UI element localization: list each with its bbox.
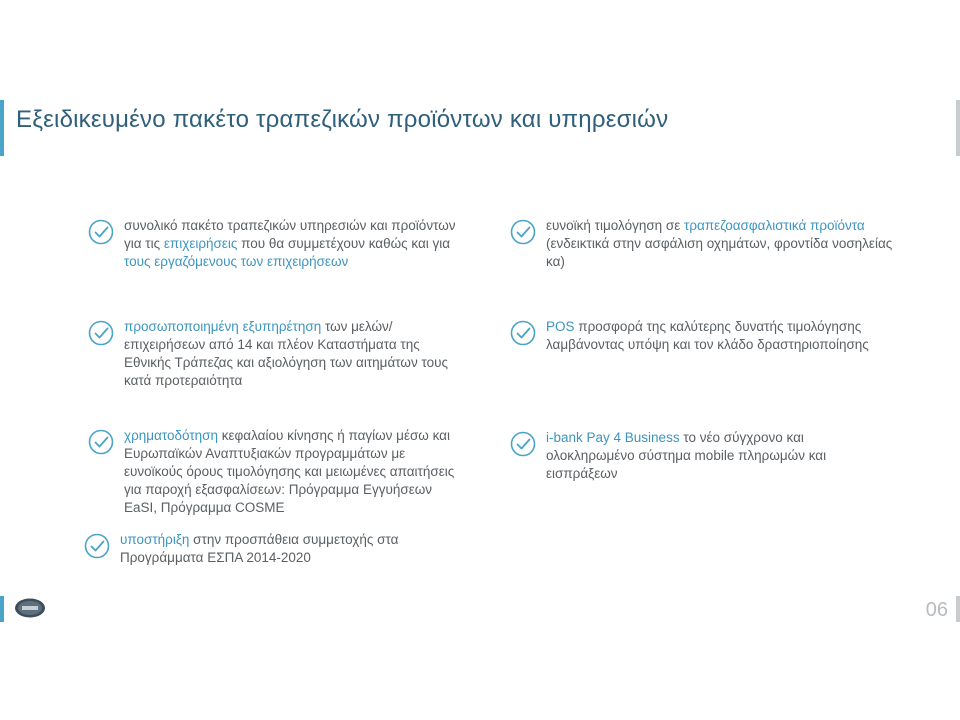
body-text: κεφαλαίου κίνησης ή παγίων μέσω και Ευρωπαϊκών Αναπτυξιακών προγραμμάτων με ευνοϊκούς όρους τιμολόγησης και μειωμένες απαιτήσεις για παροχή εξασφαλίσεων: Πρόγραμμα Εγγυήσεων EaSI, Πρόγραμμα COSME bbox=[124, 428, 455, 515]
highlight-text: τραπεζοασφαλιστικά προϊόντα bbox=[684, 218, 865, 233]
body-text: συνολικό πακέτο τραπεζικών υπηρεσιών και προϊόντων για τις bbox=[124, 218, 456, 251]
body-text: των μελών/ επιχειρήσεων από 14 και πλέον Καταστήματα της Εθνικής Τράπεζας και αξιολόγηση των αιτημάτων τους κατά προτεραιότητα bbox=[124, 319, 448, 388]
body-text: στην προσπάθεια συμμετοχής στα Προγράμματα ΕΣΠΑ 2014-2020 bbox=[120, 532, 399, 565]
body-text: προσφορά της καλύτερης δυνατής τιμολόγησης λαμβάνοντας υπόψη και τον κλάδο δραστηριοποίησης bbox=[546, 319, 869, 352]
check-circle-icon bbox=[510, 431, 536, 457]
benefit-text bbox=[124, 427, 459, 517]
highlight-text: τους εργαζόμενους των επιχειρήσεων bbox=[124, 254, 349, 269]
highlight-text: υποστήριξη bbox=[120, 532, 190, 547]
page-title: Εξειδικευμένο πακέτο τραπεζικών προϊόντων και υπηρεσιών bbox=[16, 106, 669, 133]
highlight-text: i-bank Pay 4 Business bbox=[546, 430, 680, 445]
page-number: 06 bbox=[925, 599, 948, 621]
body-text: (ενδεικτικά στην ασφάλιση οχημάτων, φροντίδα νοσηλείας κα) bbox=[546, 236, 893, 269]
highlight-text: POS bbox=[546, 319, 575, 334]
highlight-text: προσωποποιημένη εξυπηρέτηση bbox=[124, 319, 322, 334]
highlight-text: χρηματοδότηση bbox=[124, 428, 219, 443]
benefit-item bbox=[88, 318, 468, 390]
benefit-text bbox=[120, 531, 430, 567]
title-accent-bar bbox=[0, 100, 4, 156]
benefit-text bbox=[546, 429, 866, 483]
bank-logo-icon bbox=[14, 597, 46, 619]
body-text: το νέο σύγχρονο και ολοκληρωμένο σύστημα mobile πληρωμών και εισπράξεων bbox=[546, 430, 827, 481]
check-circle-icon bbox=[88, 219, 114, 245]
check-circle-icon bbox=[84, 533, 110, 559]
benefit-text bbox=[124, 318, 449, 390]
benefit-text bbox=[546, 217, 906, 271]
footer-accent-bar bbox=[0, 596, 4, 622]
body-text: ευνοϊκή τιμολόγηση σε bbox=[546, 218, 685, 233]
highlight-text: επιχειρήσεις bbox=[163, 236, 238, 251]
check-circle-icon bbox=[88, 429, 114, 455]
benefit-item bbox=[510, 318, 910, 354]
check-circle-icon bbox=[88, 320, 114, 346]
check-circle-icon bbox=[510, 219, 536, 245]
benefit-text bbox=[124, 217, 468, 271]
benefit-item bbox=[510, 217, 910, 271]
benefit-item bbox=[88, 427, 478, 517]
benefit-item bbox=[84, 531, 474, 567]
benefit-item bbox=[510, 429, 910, 483]
body-text: που θα συμμετέχουν καθώς και για bbox=[237, 236, 451, 251]
check-circle-icon bbox=[510, 320, 536, 346]
benefit-text bbox=[546, 318, 906, 354]
footer-accent-bar-right bbox=[956, 596, 960, 622]
title-accent-bar-right bbox=[956, 100, 960, 156]
benefit-item bbox=[88, 217, 468, 271]
